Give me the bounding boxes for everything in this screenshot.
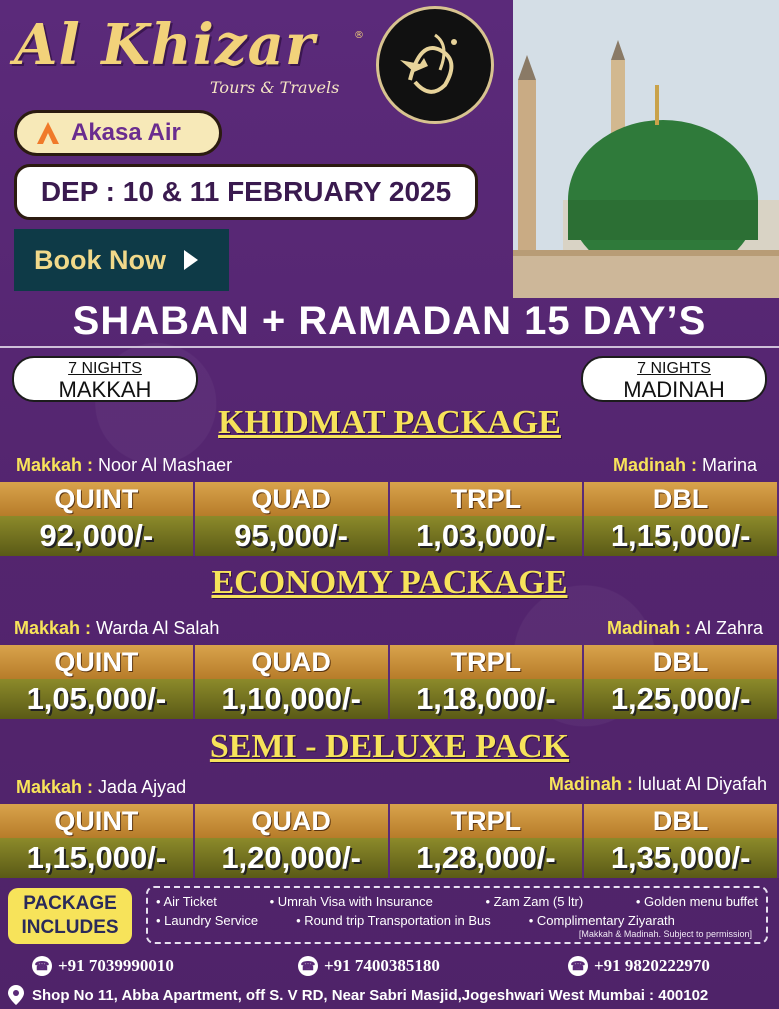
room-type-header: QUAD <box>195 804 390 838</box>
madinah-hotel: Madinah : Marina <box>612 455 757 475</box>
green-dome-photo <box>513 0 779 298</box>
price-cell: 1,28,000/- <box>390 838 585 878</box>
package-includes-list <box>146 886 768 944</box>
brand-subtitle: Tours & Travels <box>210 78 340 97</box>
room-type-header: QUINT <box>0 482 195 516</box>
include-item: • Umrah Visa with Insurance <box>270 892 433 911</box>
nights-count: 7 NIGHTS <box>637 360 711 377</box>
room-type-header: TRPL <box>390 645 585 679</box>
price-table-economy <box>0 645 779 719</box>
phone-contact-1[interactable]: ☎ +91 7039990010 <box>32 956 174 976</box>
package-includes-label: PACKAGE INCLUDES <box>8 888 132 944</box>
room-type-header: QUINT <box>0 804 195 838</box>
phone-contact-2[interactable]: ☎ +91 7400385180 <box>298 956 440 976</box>
phone-icon: ☎ <box>298 956 318 976</box>
room-type-header: QUAD <box>195 482 390 516</box>
include-item: • Air Ticket <box>156 892 217 911</box>
price-table-semi-deluxe <box>0 804 779 878</box>
include-note: [Makkah & Madinah. Subject to permission] <box>578 929 752 939</box>
akasa-logo-icon <box>35 120 61 146</box>
departure-date: DEP : 10 & 11 FEBRUARY 2025 <box>14 164 478 220</box>
include-item: • Round trip Transportation in Bus <box>296 911 491 930</box>
makkah-nights-badge <box>12 356 198 402</box>
nights-count: 7 NIGHTS <box>68 360 142 377</box>
package-title-semi-deluxe: SEMI - DELUXE PACK <box>209 728 570 765</box>
include-item: • Zam Zam (5 ltr) <box>485 892 583 911</box>
headline: SHABAN + RAMADAN 15 DAY’S <box>72 299 707 343</box>
makkah-hotel: Makkah : Noor Al Mashaer <box>16 455 233 475</box>
room-type-header: QUAD <box>195 645 390 679</box>
room-type-header: TRPL <box>390 482 585 516</box>
price-cell: 1,10,000/- <box>195 679 390 719</box>
price-cell: 1,35,000/- <box>584 838 779 878</box>
nights-city: MADINAH <box>623 377 725 402</box>
phone-icon: ☎ <box>32 956 52 976</box>
price-cell: 95,000/- <box>195 516 390 556</box>
calligraphy-seal-icon <box>376 6 494 124</box>
registered-mark: ® <box>354 30 364 41</box>
price-cell: 1,15,000/- <box>584 516 779 556</box>
package-title-economy: ECONOMY PACKAGE <box>211 564 568 601</box>
price-cell: 1,20,000/- <box>195 838 390 878</box>
room-type-header: DBL <box>584 482 779 516</box>
makkah-hotel: Makkah : Jada Ajyad <box>16 777 187 797</box>
include-item: • Golden menu buffet <box>636 892 758 911</box>
room-type-header: TRPL <box>390 804 585 838</box>
play-arrow-icon <box>184 250 198 270</box>
madinah-nights-badge <box>581 356 767 402</box>
price-cell: 1,25,000/- <box>584 679 779 719</box>
airline-badge <box>14 110 222 156</box>
airline-name: Akasa Air <box>71 119 181 146</box>
phone-icon: ☎ <box>568 956 588 976</box>
price-cell: 1,05,000/- <box>0 679 195 719</box>
include-item: • Complimentary Ziyarath <box>529 911 675 930</box>
price-cell: 92,000/- <box>0 516 195 556</box>
brand-name: Al Khizar <box>14 12 316 78</box>
room-type-header: DBL <box>584 645 779 679</box>
package-title-khidmat: KHIDMAT PACKAGE <box>218 404 561 441</box>
makkah-hotel: Makkah : Warda Al Salah <box>14 618 220 638</box>
madinah-hotel: Madinah : Al Zahra <box>606 618 763 638</box>
book-now-label: Book Now <box>34 244 166 275</box>
address <box>8 985 778 1005</box>
address-text: Shop No 11, Abba Apartment, off S. V RD, Near Sabri Masjid,Jogeshwari West Mumbai : 400102 <box>32 986 709 1004</box>
price-cell: 1,15,000/- <box>0 838 195 878</box>
divider <box>0 346 779 348</box>
price-cell: 1,18,000/- <box>390 679 585 719</box>
book-now-button[interactable] <box>14 229 229 291</box>
madinah-hotel: Madinah : luluat Al Diyafah <box>548 774 767 794</box>
price-cell: 1,03,000/- <box>390 516 585 556</box>
brand-logo <box>14 12 364 107</box>
phone-contact-3[interactable]: ☎ +91 9820222970 <box>568 956 710 976</box>
room-type-header: DBL <box>584 804 779 838</box>
price-table-khidmat <box>0 482 779 556</box>
location-pin-icon <box>8 985 24 1005</box>
include-item: • Laundry Service <box>156 911 258 930</box>
room-type-header: QUINT <box>0 645 195 679</box>
nights-city: MAKKAH <box>58 377 152 402</box>
